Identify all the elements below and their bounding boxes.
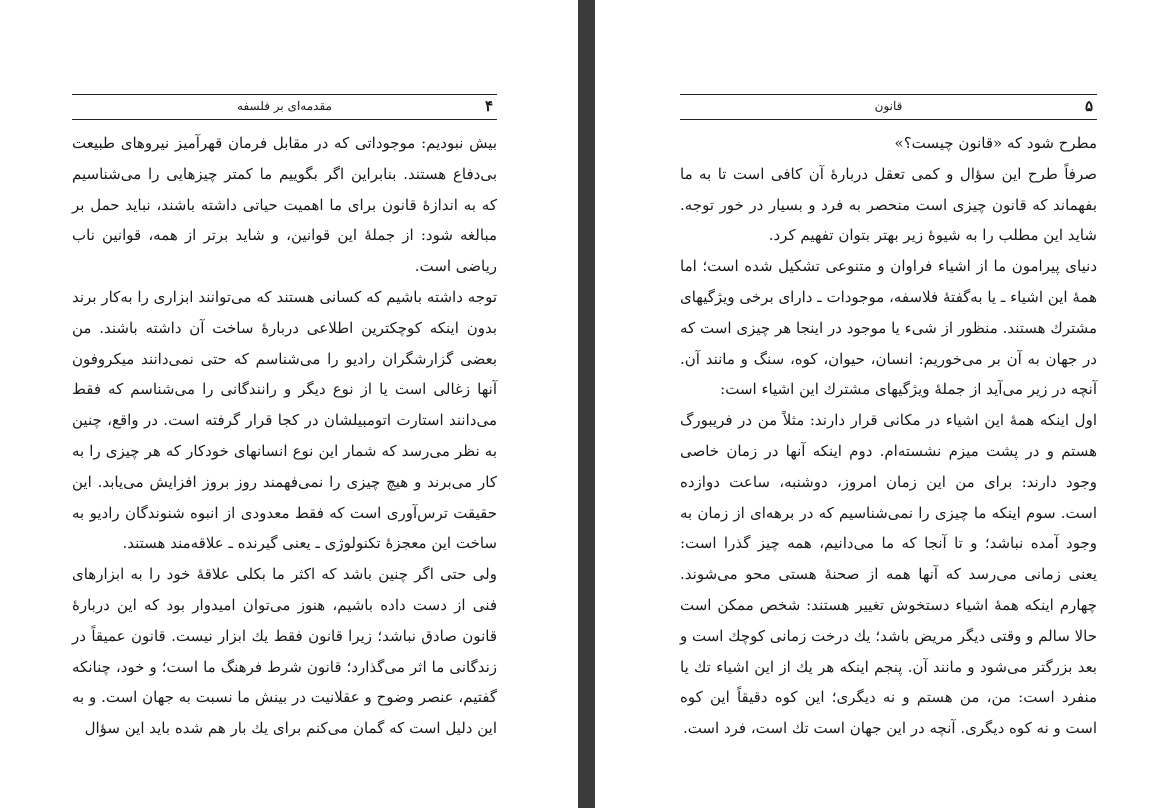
left-page-header (72, 94, 497, 120)
right-paragraph-1: مطرح شود که «قانون چیست؟» (894, 134, 1097, 152)
right-page (595, 0, 1169, 808)
right-page-body (680, 128, 1097, 744)
book-gutter (578, 0, 595, 808)
right-page-header (680, 94, 1097, 120)
left-page-number: ۴ (484, 97, 493, 115)
right-page-number: ۵ (1084, 97, 1093, 115)
right-paragraph-3: دنیای پیرامون ما از اشیاء فراوان و متنوعی تشکیل شده است؛ اما همهٔ این اشیاء ـ یا به‌گفتهٔ فلاسفه، موجودات ـ دارای برخی ویژگیهای مشترك هستند. منظور از شیء یا موجود در اینجا هر چیزی است که در جهان به آن بر می‌خوریم: انسان، حیوان، کوه، سنگ و مانند آن. آنچه در زیر می‌آید از جملهٔ ویژگیهای مشترك این اشیاء است: (680, 257, 1097, 399)
left-paragraph-1: بیش نبودیم: موجوداتی که در مقابل فرمان قهرآمیز نیروهای طبیعت بی‌دفاع هستند. بنابراین اگر بگوییم ما کمتر چیزهایی را می‌شناسیم که به اندازهٔ قانون برای ما اهمیت حیاتی داشته باشند، نباید حمل بر مبالغه شود: از جملهٔ این قوانین، و شاید برتر از همه، قوانین ناب ریاضی است. (72, 134, 497, 276)
left-page-body (72, 128, 497, 744)
left-page (0, 0, 578, 808)
left-paragraph-2: توجه داشته باشیم که کسانی هستند که می‌توانند ابزاری را به‌کار برند بدون اینکه کوچکترین اطلاعی دربارهٔ ساخت آن داشته باشند. من بعضی گزارشگران رادیو را می‌شناسم که حتی نمی‌دانند میکروفون آنها زغالی است یا از نوع دیگر و رانندگانی را می‌شناسم که فقط می‌دانند استارت اتومبیلشان در کجا قرار گرفته است. در واقع، چنین به نظر می‌رسد که شمار این نوع انسانهای خودکار که هر چیزی را به کار می‌برند و هیچ چیزی را نمی‌فهمند روز بروز افزایش می‌یابد. این حقیقت ترس‌آوری است که فقط معدودی از انبوه شنوندگان رادیو به ساخت این معجزهٔ تکنولوژی ـ یعنی گیرنده ـ علاقه‌مند هستند. (72, 287, 497, 553)
left-paragraph-3: ولی حتی اگر چنین باشد که اکثر ما بکلی علاقهٔ خود را به ابزارهای فنی از دست داده باشیم، هنوز می‌توان امیدوار بود که این دربارهٔ قانون صادق نباشد؛ زیرا قانون فقط یك ابزار نیست. قانون عمیقاً در زندگانی ما اثر می‌گذارد؛ قانون شرط فرهنگ ما است؛ و خود، چنانکه گفتیم، عنصر وضوح و عقلانیت در بینش ما نسبت به جهان است. و به این دلیل است که گمان می‌کنم برای یك بار هم شده باید این سؤال (72, 565, 498, 738)
right-paragraph-2: صرفاً طرح این سؤال و کمی تعقل دربارهٔ آن کافی است تا به ما بفهماند که قانون چیزی است منحصر به فرد و بسیار در خور توجه. شاید این مطلب را به شیوهٔ زیر بهتر بتوان تفهیم کرد. (680, 164, 1097, 245)
right-running-title: قانون (874, 99, 903, 113)
left-running-title: مقدمه‌ای بر فلسفه (237, 99, 332, 113)
right-paragraph-4: اول اینکه همهٔ این اشیاء در مکانی قرار دارند: مثلاً من در فریبورگ هستم و در پشت میزم نشسته‌ام. دوم اینکه آنها در زمان خاصی وجود دارند: برای من این زمان امروز، دوشنبه، ساعت دوازده است. سوم اینکه ما چیزی را نمی‌شناسیم که در برهه‌ای از زمان به وجود آمده نباشد؛ و تا آنجا که ما می‌دانیم، همه چیز گذرا است: یعنی زمانی می‌رسد که آنها همه از صحنهٔ هستی محو می‌شوند. چهارم اینکه همهٔ اشیاء دستخوش تغییر هستند: شخص ممکن است حالا سالم و وقتی دیگر مریض باشد؛ یك درخت زمانی کوچك است و بعد بزرگتر می‌شود و مانند آن. پنجم اینکه هر یك از این اشیاء تك یا منفرد است: من، من هستم و نه دیگری؛ این کوه دقیقاً این کوه است و نه کوه دیگری. آنچه در این جهان است تك است، فرد است. (679, 411, 1097, 738)
